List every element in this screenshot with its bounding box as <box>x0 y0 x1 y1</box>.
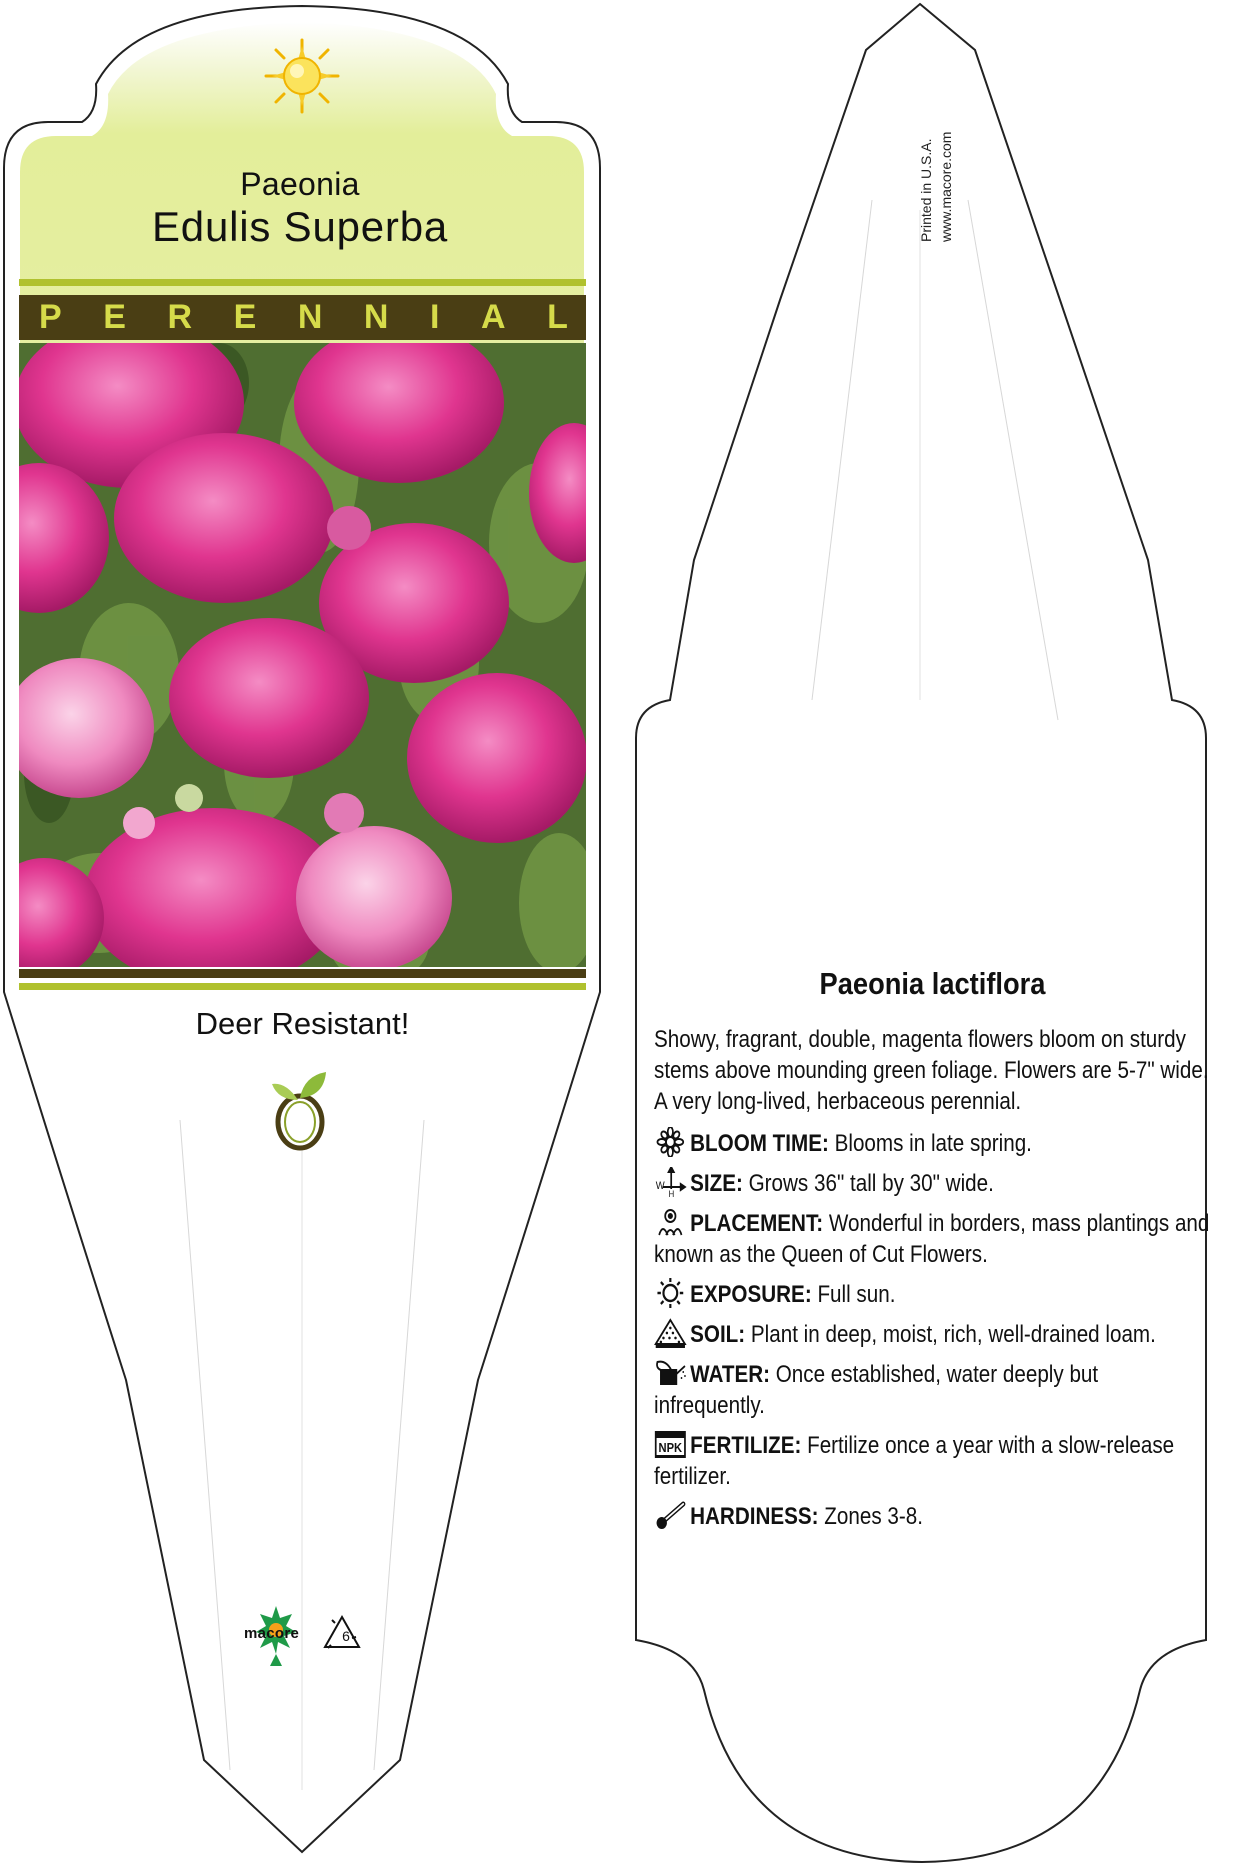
divider <box>19 969 586 978</box>
divider <box>19 279 586 286</box>
npk-icon <box>654 1429 687 1459</box>
care-placement <box>654 1207 1213 1270</box>
care-fertilize <box>654 1429 1213 1492</box>
care-text: Zones 3-8. <box>824 1503 923 1530</box>
front-genus: Paeonia <box>240 166 360 202</box>
sprout-icon <box>264 1068 336 1152</box>
category-letter: E <box>233 298 257 336</box>
care-text: Wonderful in borders, mass plantings and known as the Queen of Cut Flowers. <box>654 1210 1210 1268</box>
watering-can-icon <box>654 1358 687 1388</box>
front-cultivar-name: Edulis Superba <box>151 203 449 250</box>
flower-icon <box>654 1127 687 1157</box>
care-text: Once established, water deeply but infrequently. <box>654 1361 1099 1419</box>
plant-description: Showy, fragrant, double, magenta flowers bloom on sturdy stems above mounding green foliage. Flowers are 5-7" wide. A very long-lived, herbaceous perennial. <box>654 1026 1209 1115</box>
svg-text:NPK: NPK <box>658 1440 683 1456</box>
category-letter: I <box>430 298 440 336</box>
category-letter: E <box>103 298 126 336</box>
category-letter: N <box>297 298 323 336</box>
species-title: Paeonia lactiflora <box>819 966 1046 1001</box>
back-tag-outline <box>636 4 1206 1862</box>
care-label: PLACEMENT: <box>690 1210 824 1237</box>
size-icon <box>654 1167 687 1197</box>
brand-name: macore <box>244 1625 300 1642</box>
care-exposure <box>654 1278 1213 1310</box>
category-band <box>19 295 586 340</box>
care-label: BLOOM TIME: <box>690 1130 829 1157</box>
care-size <box>654 1167 1213 1199</box>
category-letter: R <box>167 298 193 336</box>
sun-outline-icon <box>654 1278 687 1308</box>
care-info <box>654 1024 1214 1540</box>
sun-icon <box>262 36 342 116</box>
recycle-code: 6 <box>342 1628 350 1644</box>
care-label: HARDINESS: <box>690 1503 819 1530</box>
soil-icon <box>654 1318 687 1348</box>
care-text: Grows 36" tall by 30" wide. <box>748 1170 994 1197</box>
thermometer-icon <box>654 1500 687 1530</box>
category-letter: A <box>481 298 506 336</box>
category-letter: N <box>363 298 389 336</box>
category-letter: P <box>39 298 62 336</box>
divider <box>19 983 586 990</box>
svg-text:H: H <box>668 1188 675 1197</box>
care-soil <box>654 1318 1213 1350</box>
care-label: EXPOSURE: <box>690 1281 812 1308</box>
care-label: FERTILIZE: <box>690 1432 802 1459</box>
care-label: WATER: <box>690 1361 770 1388</box>
svg-text:W: W <box>655 1180 665 1193</box>
care-water <box>654 1358 1213 1421</box>
front-tagline: Deer Resistant! <box>195 1006 410 1041</box>
placement-icon <box>654 1207 687 1237</box>
care-text: Blooms in late spring. <box>834 1130 1032 1157</box>
care-text: Plant in deep, moist, rich, well-drained loam. <box>750 1321 1156 1348</box>
care-hardiness <box>654 1500 1213 1532</box>
care-bloom-time <box>654 1127 1213 1159</box>
website-text: www.macore.com <box>938 131 954 242</box>
category-letter: L <box>547 298 568 336</box>
care-label: SIZE: <box>690 1170 743 1197</box>
care-text: Fertilize once a year with a slow-release fertilizer. <box>654 1432 1175 1490</box>
plant-photo <box>19 343 586 967</box>
printed-in-text: Printed in U.S.A. <box>918 138 934 242</box>
care-text: Full sun. <box>817 1281 896 1308</box>
care-label: SOIL: <box>690 1321 746 1348</box>
